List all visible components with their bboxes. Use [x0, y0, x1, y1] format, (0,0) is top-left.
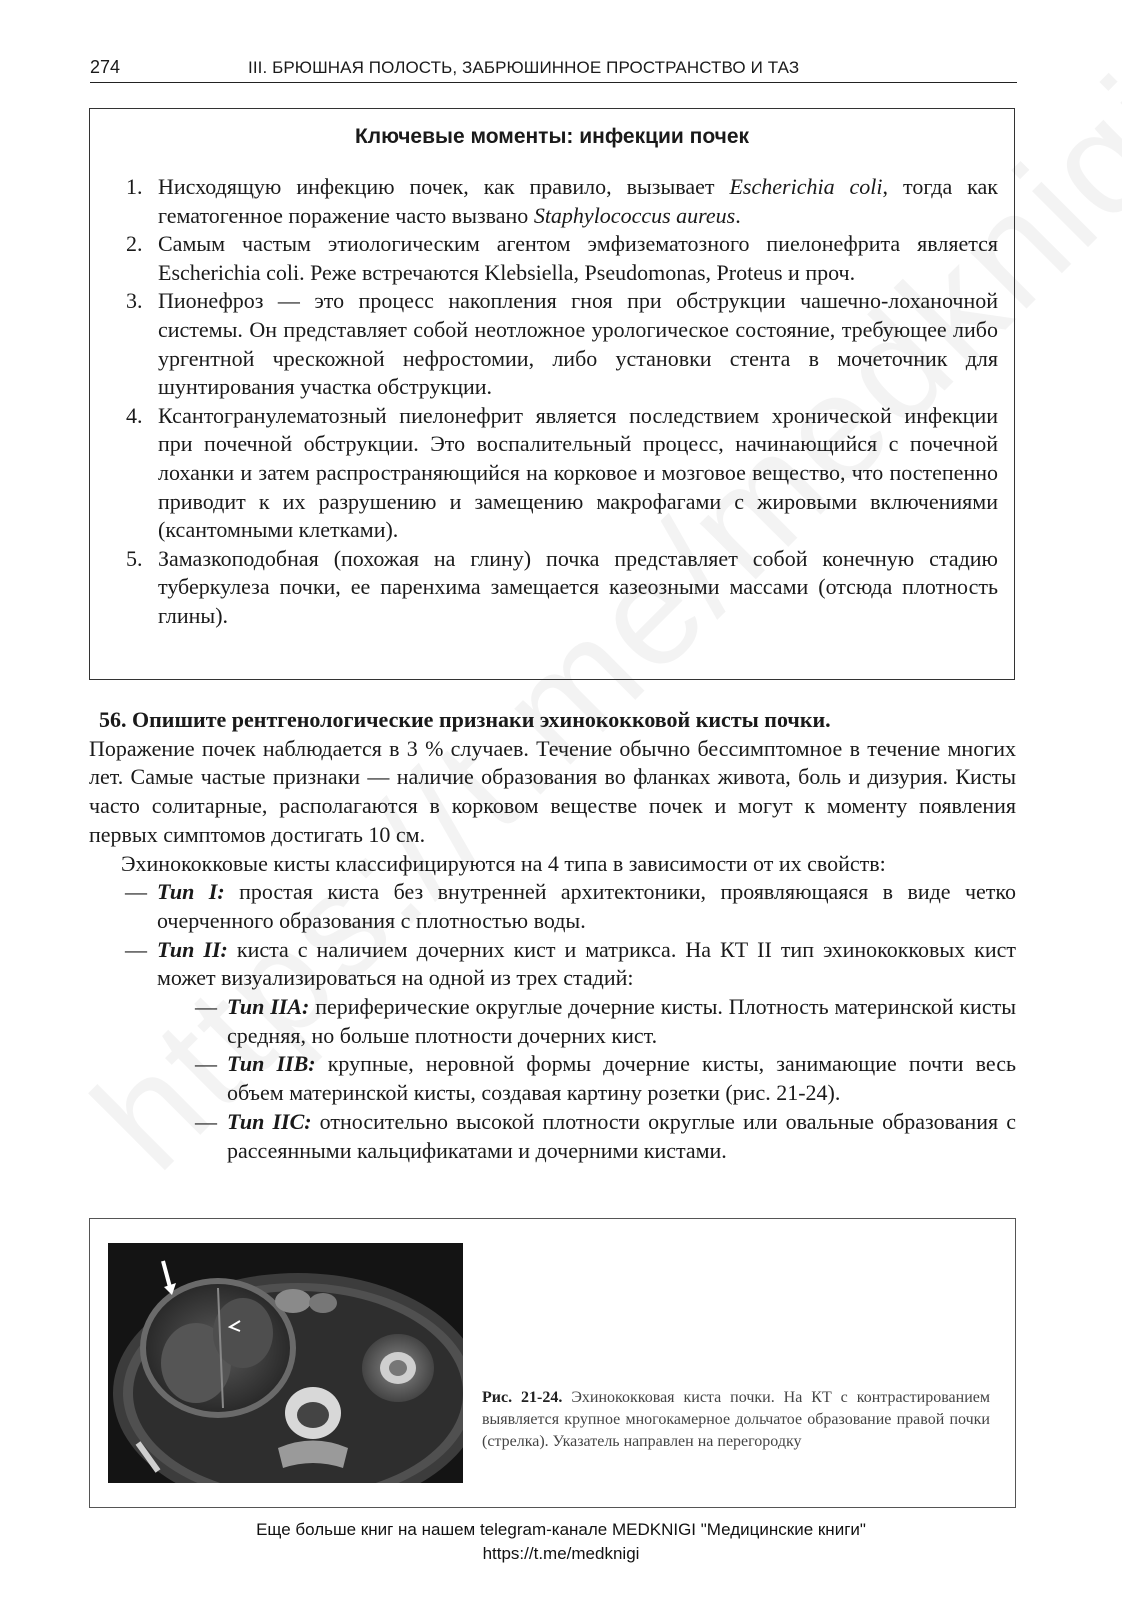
- key-point-item: [126, 287, 998, 401]
- key-point-item: [126, 545, 998, 631]
- page-header: [90, 56, 1017, 83]
- item-text: Пионефроз — это процесс накопления гноя при обструкции чашечно-лоханочной системы. Он представляет собой неотложное урологическое состояние, требующее либо ургентной чрескожной нефростомии, либо установки стента в мочеточник для шунтирования участка обструкции.: [158, 288, 998, 400]
- item-text: , тогда как гематогенное поражение часто вызвано: [158, 174, 998, 228]
- type-term: Тип I:: [157, 879, 225, 905]
- subtype-text: периферические округлые дочерние кисты. Плотность материнской кисты средняя, но больше плотности дочерних кист.: [227, 994, 1016, 1048]
- figure-box: [89, 1218, 1016, 1508]
- subtype-term: Тип IIA:: [227, 994, 310, 1020]
- organism-name: Escherichia coli: [729, 174, 883, 199]
- footer-link[interactable]: https://t.me/medknigi: [482, 1544, 640, 1563]
- subtype-term: Тип IIB:: [227, 1051, 316, 1077]
- item-number: 5.: [126, 545, 143, 571]
- item-number: 2.: [126, 231, 143, 257]
- item-text: Ксантогранулематозный пиелонефрит является последствием хронической инфекции при почечной обструкции. Это воспалительный процесс, начинающийся с почечной лоханки и затем распространяющийся на корковое и мозговое вещество, что постепенно приводит к их разрушению и замещению макрофагами с жировыми включениями (ксантомными клетками).: [158, 402, 998, 543]
- key-points-box: [89, 108, 1015, 680]
- type-text: киста с наличием дочерних кист и матрикса. На КТ II тип эхинококковых кист может визуализироваться на одной из трех стадий:: [157, 936, 1016, 991]
- ct-scan-image: [108, 1243, 463, 1483]
- footer: [0, 1518, 1122, 1566]
- key-points-list: [126, 173, 998, 631]
- item-number: 4.: [126, 402, 143, 428]
- organism-name: Staphylococcus aureus: [533, 202, 736, 228]
- dash-marker: —: [195, 1051, 217, 1077]
- footer-promo: Еще больше книг на нашем telegram-канале MEDKNIGI "Медицинские книги": [256, 1520, 866, 1539]
- subtype-text: относительно высокой плотности округлые или овальные образования с рассеянными кальцификатами и дочерними кистами.: [227, 1108, 1016, 1163]
- page-number: 274: [90, 57, 121, 77]
- body-paragraph: Поражение почек наблюдается в 3 % случаев. Течение обычно бессимптомное в течение многих лет. Самые частые признаки — наличие образования во фланках живота, боль и дизурия. Кисты часто солитарные, располагаются в корковом веществе почек и могут к моменту появления первых симптомов достигать 10 см.: [89, 735, 1016, 847]
- item-text: .: [735, 202, 741, 228]
- type-term: Тип II:: [157, 936, 228, 962]
- subtype-text: крупные, неровной формы дочерние кисты, занимающие почти весь объем материнской кисты, создавая картину розетки (рис. 21-24).: [227, 1051, 1016, 1106]
- item-number: 1.: [126, 174, 143, 199]
- item-text: Самым частым этиологическим агентом эмфизематозного пиелонефрита является Escherichia coli. Реже встречаются Klebsiella, Pseudomonas, Proteus и проч.: [158, 231, 998, 285]
- figure-caption-text: Эхинококковая киста почки. На КТ с контрастированием выявляется крупное многокамерное дольчатое образование правой почки (стрелка). Указатель направлен на перегородку: [482, 1389, 991, 1450]
- key-point-item: [126, 230, 998, 287]
- dash-marker: —: [195, 994, 217, 1020]
- type-text: простая киста без внутренней архитектоники, проявляющаяся в виде четко очерченного образования с плотностью воды.: [157, 879, 1016, 933]
- type-item: [89, 878, 1016, 935]
- running-title: III. БРЮШНАЯ ПОЛОСТЬ, ЗАБРЮШИННОЕ ПРОСТРАНСТВО И ТАЗ: [248, 58, 800, 77]
- figure-label: Рис. 21-24.: [482, 1389, 563, 1406]
- dash-marker: —: [125, 879, 147, 905]
- question-heading: 56. Опишите рентгенологические признаки эхинококковой кисты почки.: [99, 707, 831, 732]
- key-point-item: [126, 402, 998, 545]
- item-number: 3.: [126, 288, 143, 314]
- dash-marker: —: [195, 1108, 217, 1134]
- subtype-term: Тип IIC:: [227, 1108, 312, 1134]
- body-paragraph: Эхинококковые кисты классифицируются на 4 типа в зависимости от их свойств:: [121, 850, 886, 876]
- figure-caption: [482, 1387, 990, 1453]
- item-text: Нисходящую инфекцию почек, как правило, вызывает: [158, 174, 730, 199]
- subtype-item: [89, 1050, 1016, 1107]
- question-section: [89, 706, 1016, 1165]
- item-text: Замазкоподобная (похожая на глину) почка представляет собой конечную стадию туберкулеза почки, ее паренхима замещается казеозными массами (отсюда плотность глины).: [158, 545, 998, 628]
- type-item: [89, 936, 1016, 993]
- subtype-item: [89, 1108, 1016, 1165]
- key-point-item: [126, 173, 998, 230]
- dash-marker: —: [125, 936, 147, 962]
- subtype-item: [89, 993, 1016, 1050]
- key-points-title: Ключевые моменты: инфекции почек: [354, 125, 750, 148]
